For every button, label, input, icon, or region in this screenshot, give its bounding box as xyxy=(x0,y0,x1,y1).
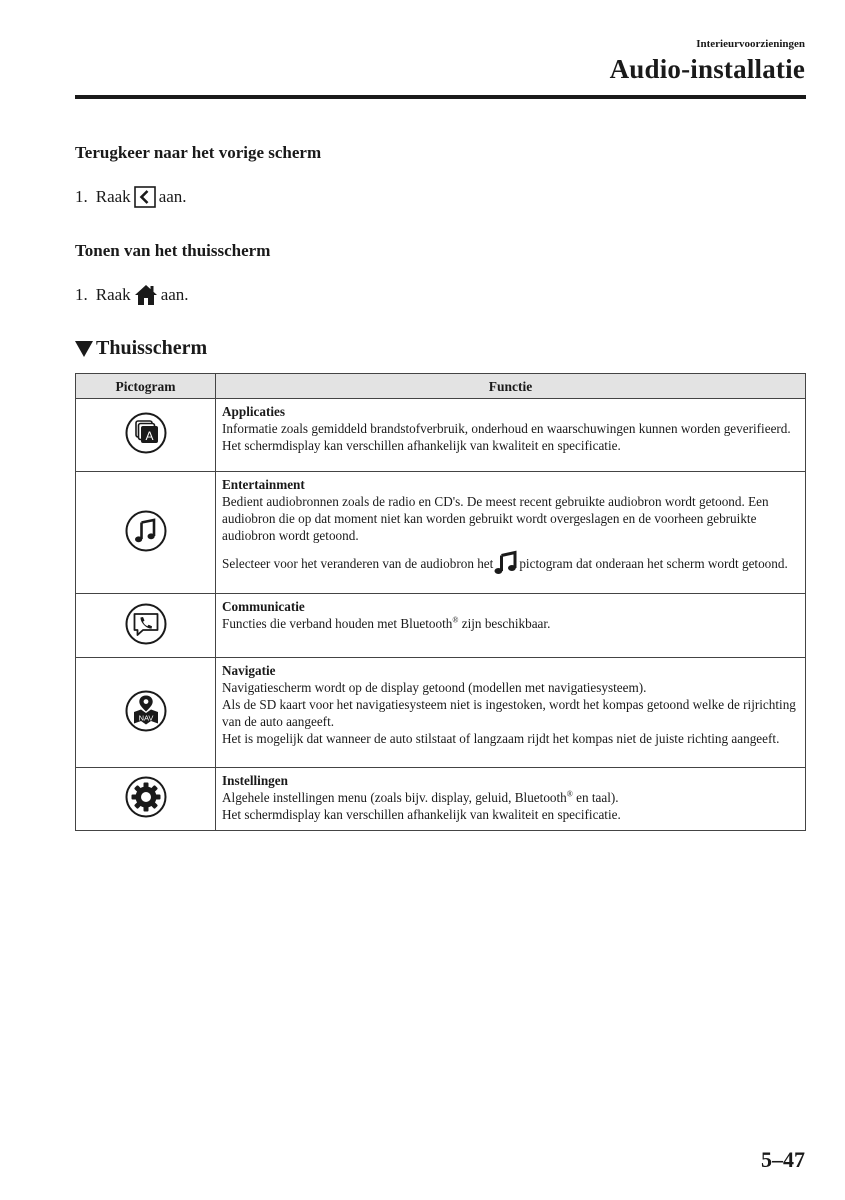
function-text: Als de SD kaart voor het navigatiesysteem niet is ingestoken, wordt het kompas getoond welke de rijrichting van de auto aangeeft. xyxy=(222,697,796,729)
table-row xyxy=(76,658,806,768)
function-name: Instellingen xyxy=(222,773,288,788)
function-text: Bedient audiobronnen zoals de radio en CD's. De meest recent gebruikte audiobron wordt getoond. Een audiobron die op dat moment niet kan worden gebruikt wordt overgeslagen en de voorheen gebruikte audiobron wordt getoond. xyxy=(222,494,769,543)
home-step-post: aan. xyxy=(160,285,189,304)
applications-icon-letter: A xyxy=(144,429,154,443)
home-heading: Tonen van het thuisscherm xyxy=(75,241,271,260)
back-heading: Terugkeer naar het vorige scherm xyxy=(75,143,322,162)
communication-icon xyxy=(125,633,167,648)
entertainment-icon xyxy=(125,540,167,555)
function-text xyxy=(222,615,799,632)
page-title: Audio-installatie xyxy=(609,54,805,84)
function-cell xyxy=(216,594,806,658)
function-text xyxy=(222,789,799,806)
function-name: Communicatie xyxy=(222,599,305,614)
function-name: Navigatie xyxy=(222,663,276,678)
triangle-marker-icon xyxy=(75,341,93,357)
registered-mark: ® xyxy=(566,789,573,799)
icon-cell xyxy=(76,658,216,768)
function-cell xyxy=(216,658,806,768)
page-number: 5–47 xyxy=(761,1147,805,1172)
function-name: Entertainment xyxy=(222,477,305,492)
function-text: Navigatiescherm wordt op de display getoond (modellen met navigatiesysteem). xyxy=(222,680,647,695)
applications-icon xyxy=(125,429,167,457)
registered-mark: ® xyxy=(452,615,459,625)
function-text xyxy=(222,550,799,578)
function-text: Het schermdisplay kan verschillen afhankelijk van kwaliteit en specificatie. xyxy=(222,807,621,822)
function-text: Het schermdisplay kan verschillen afhankelijk van kwaliteit en specificatie. xyxy=(222,438,621,453)
function-cell xyxy=(216,768,806,831)
section-title: Thuisscherm xyxy=(96,337,208,359)
column-header-function: Functie xyxy=(216,374,806,399)
function-text-pre: Functies die verband houden met Bluetooth xyxy=(222,616,453,631)
navigation-icon-label: NAV xyxy=(138,713,153,722)
table-row xyxy=(76,399,806,472)
home-step-pre: Raak xyxy=(95,285,131,304)
settings-icon xyxy=(125,806,167,821)
navigation-icon xyxy=(125,713,167,735)
function-text-post: pictogram dat onderaan het scherm wordt getoond. xyxy=(519,556,788,571)
home-step xyxy=(75,283,189,307)
back-step-post: aan. xyxy=(158,187,187,206)
icon-cell xyxy=(76,399,216,472)
function-text: Informatie zoals gemiddeld brandstofverbruik, onderhoud en waarschuwingen kunnen worden geverifieerd. xyxy=(222,421,791,436)
table-row xyxy=(76,472,806,594)
table-row xyxy=(76,594,806,658)
music-note-icon xyxy=(494,550,518,578)
back-step-pre: Raak xyxy=(95,187,131,206)
function-name: Applicaties xyxy=(222,404,286,419)
table-row xyxy=(76,768,806,831)
function-text: Het is mogelijk dat wanneer de auto stilstaat of langzaam rijdt het kompas niet de juiste richting aangeeft. xyxy=(222,731,780,746)
header-divider xyxy=(75,95,806,99)
section-header: Interieurvoorzieningen xyxy=(696,38,805,50)
function-cell xyxy=(216,399,806,472)
function-cell xyxy=(216,472,806,594)
icon-cell xyxy=(76,472,216,594)
back-step xyxy=(75,186,187,208)
table-header-row xyxy=(76,374,806,399)
back-chevron-icon xyxy=(134,186,156,208)
home-step-number: 1. xyxy=(75,285,88,304)
home-screen-table xyxy=(75,373,806,831)
back-step-number: 1. xyxy=(75,187,88,206)
function-text-pre: Algehele instellingen menu (zoals bijv. display, geluid, Bluetooth xyxy=(222,790,567,805)
function-text-pre: Selecteer voor het veranderen van de audiobron het xyxy=(222,556,494,571)
function-text-post: en taal). xyxy=(572,790,619,805)
section-heading xyxy=(75,337,207,360)
column-header-icon: Pictogram xyxy=(76,374,216,399)
icon-cell xyxy=(76,768,216,831)
icon-cell xyxy=(76,594,216,658)
home-icon xyxy=(134,283,158,307)
function-text-post: zijn beschikbaar. xyxy=(458,616,551,631)
